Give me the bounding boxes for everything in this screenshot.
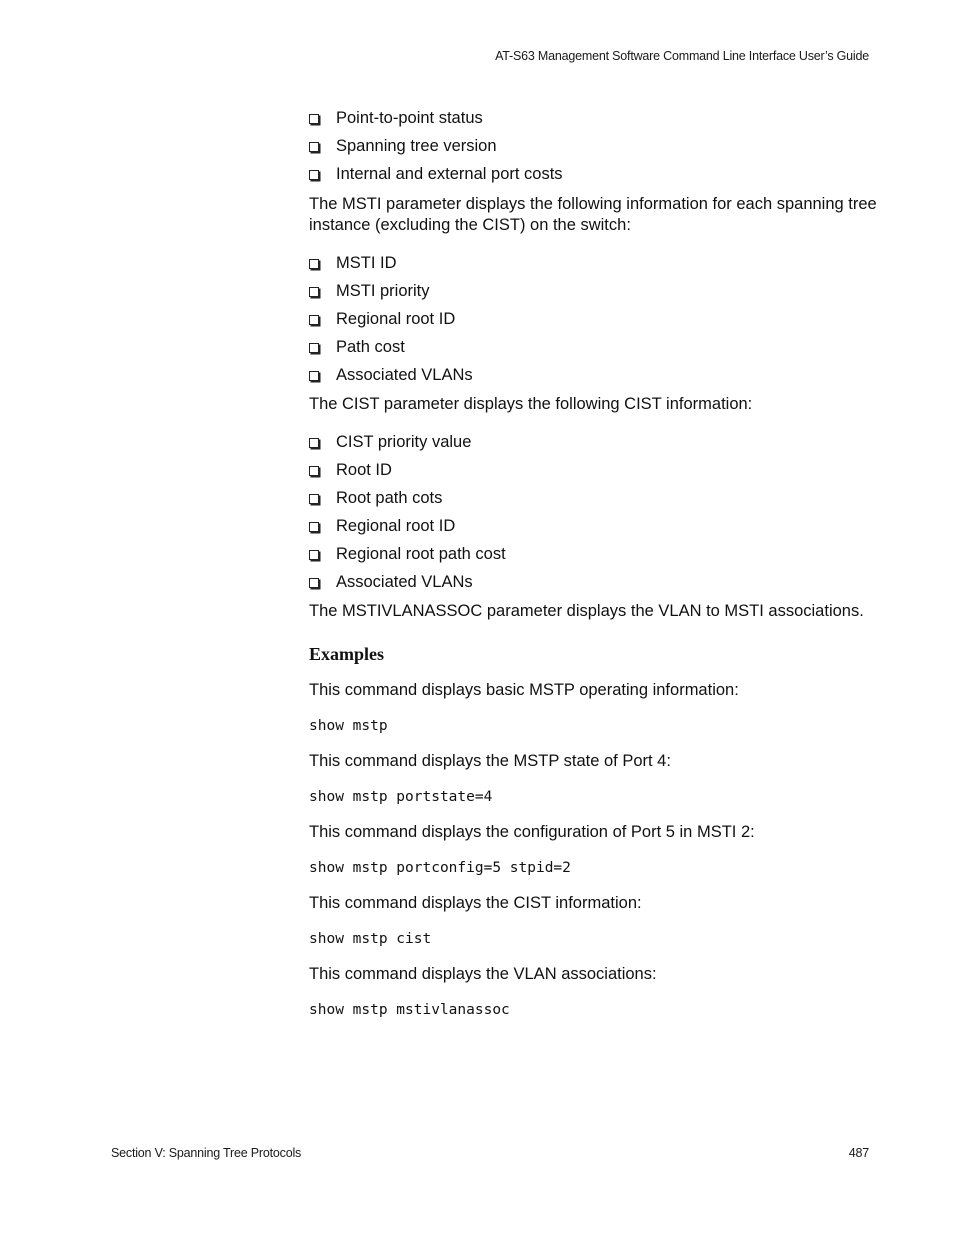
page-body bbox=[309, 108, 879, 1020]
cist-paragraph: The CIST parameter displays the following CIST information: bbox=[309, 395, 753, 413]
example-command: show mstp mstivlanassoc bbox=[309, 1002, 510, 1018]
list-item: Root ID bbox=[309, 460, 879, 488]
info-list-ports bbox=[309, 108, 879, 192]
mstivlanassoc-paragraph: The MSTIVLANASSOC parameter displays the VLAN to MSTI associations. bbox=[309, 602, 864, 620]
list-item: CIST priority value bbox=[309, 432, 879, 460]
checkbox-bullet-icon bbox=[309, 114, 319, 124]
checkbox-bullet-icon bbox=[309, 170, 319, 180]
checkbox-bullet-icon bbox=[309, 287, 319, 297]
msti-paragraph: The MSTI parameter displays the following information for each spanning tree instance (excluding the CIST) on the switch: bbox=[309, 195, 877, 234]
checkbox-bullet-icon bbox=[309, 578, 319, 588]
checkbox-bullet-icon bbox=[309, 371, 319, 381]
checkbox-bullet-icon bbox=[309, 522, 319, 532]
info-list-cist bbox=[309, 432, 879, 600]
checkbox-bullet-icon bbox=[309, 343, 319, 353]
list-item: Spanning tree version bbox=[309, 136, 879, 164]
info-list-msti bbox=[309, 253, 879, 393]
list-item: MSTI ID bbox=[309, 253, 879, 281]
example-description: This command displays the VLAN associations: bbox=[309, 965, 657, 983]
example-description: This command displays the CIST information: bbox=[309, 894, 642, 912]
checkbox-bullet-icon bbox=[309, 466, 319, 476]
example-command: show mstp portstate=4 bbox=[309, 789, 493, 805]
list-item: Regional root path cost bbox=[309, 544, 879, 572]
example-command: show mstp portconfig=5 stpid=2 bbox=[309, 860, 571, 876]
example-command: show mstp bbox=[309, 718, 388, 734]
checkbox-bullet-icon bbox=[309, 142, 319, 152]
checkbox-bullet-icon bbox=[309, 494, 319, 504]
checkbox-bullet-icon bbox=[309, 315, 319, 325]
example-description: This command displays basic MSTP operating information: bbox=[309, 681, 739, 699]
footer-section: Section V: Spanning Tree Protocols bbox=[111, 1146, 302, 1160]
list-item: Path cost bbox=[309, 337, 879, 365]
list-item: Root path cots bbox=[309, 488, 879, 516]
list-item: MSTI priority bbox=[309, 281, 879, 309]
list-item: Regional root ID bbox=[309, 516, 879, 544]
example-description: This command displays the MSTP state of Port 4: bbox=[309, 752, 671, 770]
examples-heading: Examples bbox=[309, 644, 385, 664]
example-description: This command displays the configuration of Port 5 in MSTI 2: bbox=[309, 823, 755, 841]
running-header: AT-S63 Management Software Command Line Interface User’s Guide bbox=[495, 49, 869, 63]
list-item: Associated VLANs bbox=[309, 365, 879, 393]
example-command: show mstp cist bbox=[309, 931, 432, 947]
list-item: Regional root ID bbox=[309, 309, 879, 337]
list-item: Internal and external port costs bbox=[309, 164, 879, 192]
page-number: 487 bbox=[848, 1146, 869, 1160]
checkbox-bullet-icon bbox=[309, 550, 319, 560]
list-item: Associated VLANs bbox=[309, 572, 879, 600]
checkbox-bullet-icon bbox=[309, 259, 319, 269]
checkbox-bullet-icon bbox=[309, 438, 319, 448]
list-item: Point-to-point status bbox=[309, 108, 879, 136]
